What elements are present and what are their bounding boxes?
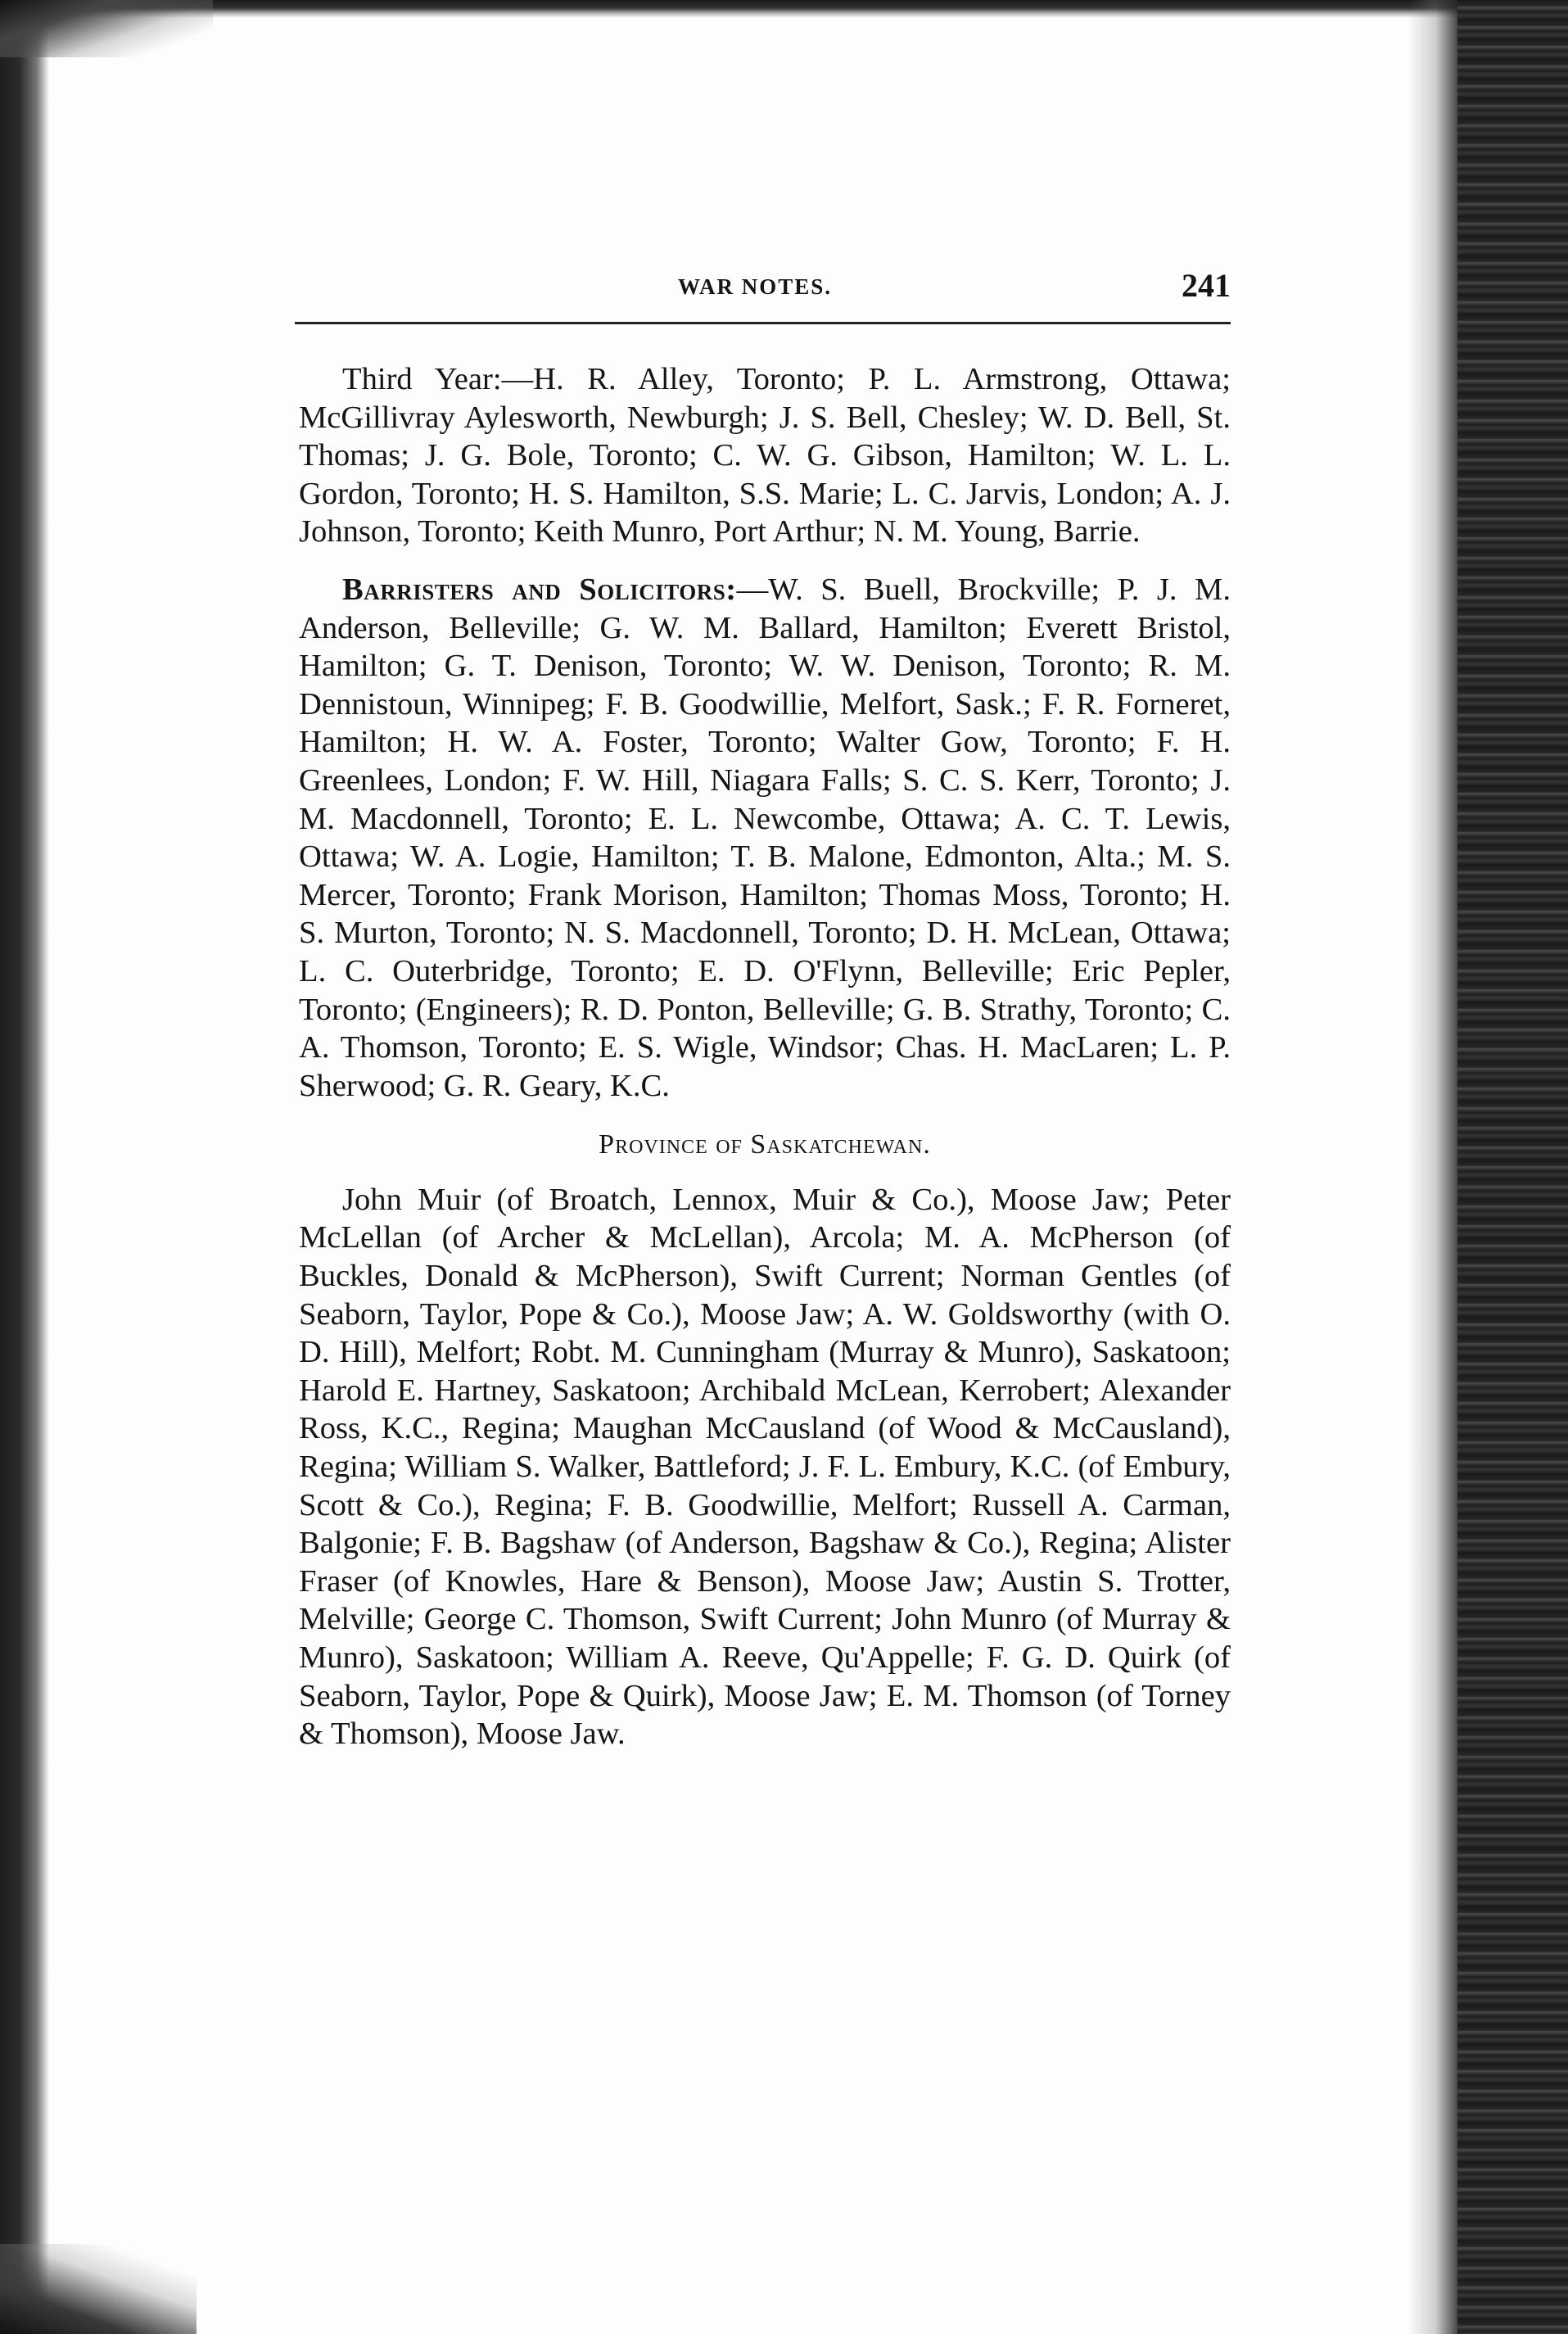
scan-shadow-right-fade [1408, 0, 1457, 2334]
third-year-text: —H. R. Alley, Toronto; P. L. Armstrong, Ottawa; McGillivray Aylesworth, Newburgh; J. S. Bell, Chesley; W. D. Bell, St. Thomas; J. G. Bole, Toronto; C. W. G. Gibson, Hamilton; W. L. L. Gordon, Toronto; H. S. Hamilton, S.S. Marie; L. C. Jarvis, London; A. J. Johnson, Toronto; Keith Munro, Port Arthur; N. M. Young, Barrie. [299, 362, 1231, 550]
header-rule [295, 322, 1231, 324]
scan-binding-edge [1457, 0, 1568, 2334]
scan-shadow-corner [0, 0, 213, 57]
running-title: WAR NOTES. [678, 274, 833, 299]
barristers-text: —W. S. Buell, Brockville; P. J. M. Anderson, Belleville; G. W. M. Ballard, Hamilton; Everett Bristol, Hamilton; G. T. Denison, Toronto; W. W. Denison, Toronto; R. M. Dennistoun, Winnipeg; F. B. Goodwillie, Melfort, Sask.; F. R. Forneret, Hamilton; H. W. A. Foster, Toronto; Walter Gow, Toronto; F. H. Greenlees, London; F. W. Hill, Niagara Falls; S. C. S. Kerr, Toronto; J. M. Macdonnell, Toronto; E. L. Newcombe, Ottawa; A. C. T. Lewis, Ottawa; W. A. Logie, Hamilton; T. B. Malone, Edmonton, Alta.; M. S. Mercer, Toronto; Frank Morison, Hamilton; Thomas Moss, Toronto; H. S. Murton, Toronto; N. S. Macdonnell, Toronto; D. H. McLean, Ottawa; L. C. Outerbridge, Toronto; E. D. O'Flynn, Belleville; Eric Pepler, Toronto; (Engineers); R. D. Ponton, Belleville; G. B. Strathy, Toronto; C. A. Thomson, Toronto; E. S. Wigle, Windsor; Chas. H. MacLaren; L. P. Sherwood; G. R. Geary, K.C. [299, 572, 1231, 1103]
scan-shadow-left [0, 0, 49, 2334]
paragraph-third-year [299, 360, 1231, 551]
scan-shadow-bottom-corner [0, 2244, 197, 2334]
paragraph-saskatchewan: John Muir (of Broatch, Lennox, Muir & Co.), Moose Jaw; Peter McLellan (of Archer & McLellan), Arcola; M. A. McPherson (of Buckles, Donald & McPherson), Swift Current; Norman Gentles (of Seaborn, Taylor, Pope & Co.), Moose Jaw; A. W. Goldsworthy (with O. D. Hill), Melfort; Robt. M. Cunningham (Murray & Munro), Saskatoon; Harold E. Hartney, Saskatoon; Archibald McLean, Kerrobert; Alexander Ross, K.C., Regina; Maughan McCausland (of Wood & McCausland), Regina; William S. Walker, Battleford; J. F. L. Embury, K.C. (of Embury, Scott & Co.), Regina; F. B. Goodwillie, Melfort; Russell A. Carman, Balgonie; F. B. Bagshaw (of Anderson, Bagshaw & Co.), Regina; Alister Fraser (of Knowles, Hare & Benson), Moose Jaw; Austin S. Trotter, Melville; George C. Thomson, Swift Current; John Munro (of Murray & Munro), Saskatoon; William A. Reeve, Qu'Appelle; F. G. D. Quirk (of Seaborn, Taylor, Pope & Quirk), Moose Jaw; E. M. Thomson (of Torney & Thomson), Moose Jaw. [299, 1182, 1231, 1752]
barristers-label: Barristers and Solicitors: [342, 572, 737, 607]
page-number: 241 [1182, 267, 1231, 304]
scan-shadow-top [0, 0, 1457, 18]
third-year-label: Third Year: [342, 362, 502, 396]
paragraph-barristers [299, 571, 1231, 1105]
section-heading-saskatchewan: Province of Saskatchewan. [599, 1129, 931, 1160]
body-text [299, 360, 1231, 1753]
running-head [334, 266, 1231, 315]
